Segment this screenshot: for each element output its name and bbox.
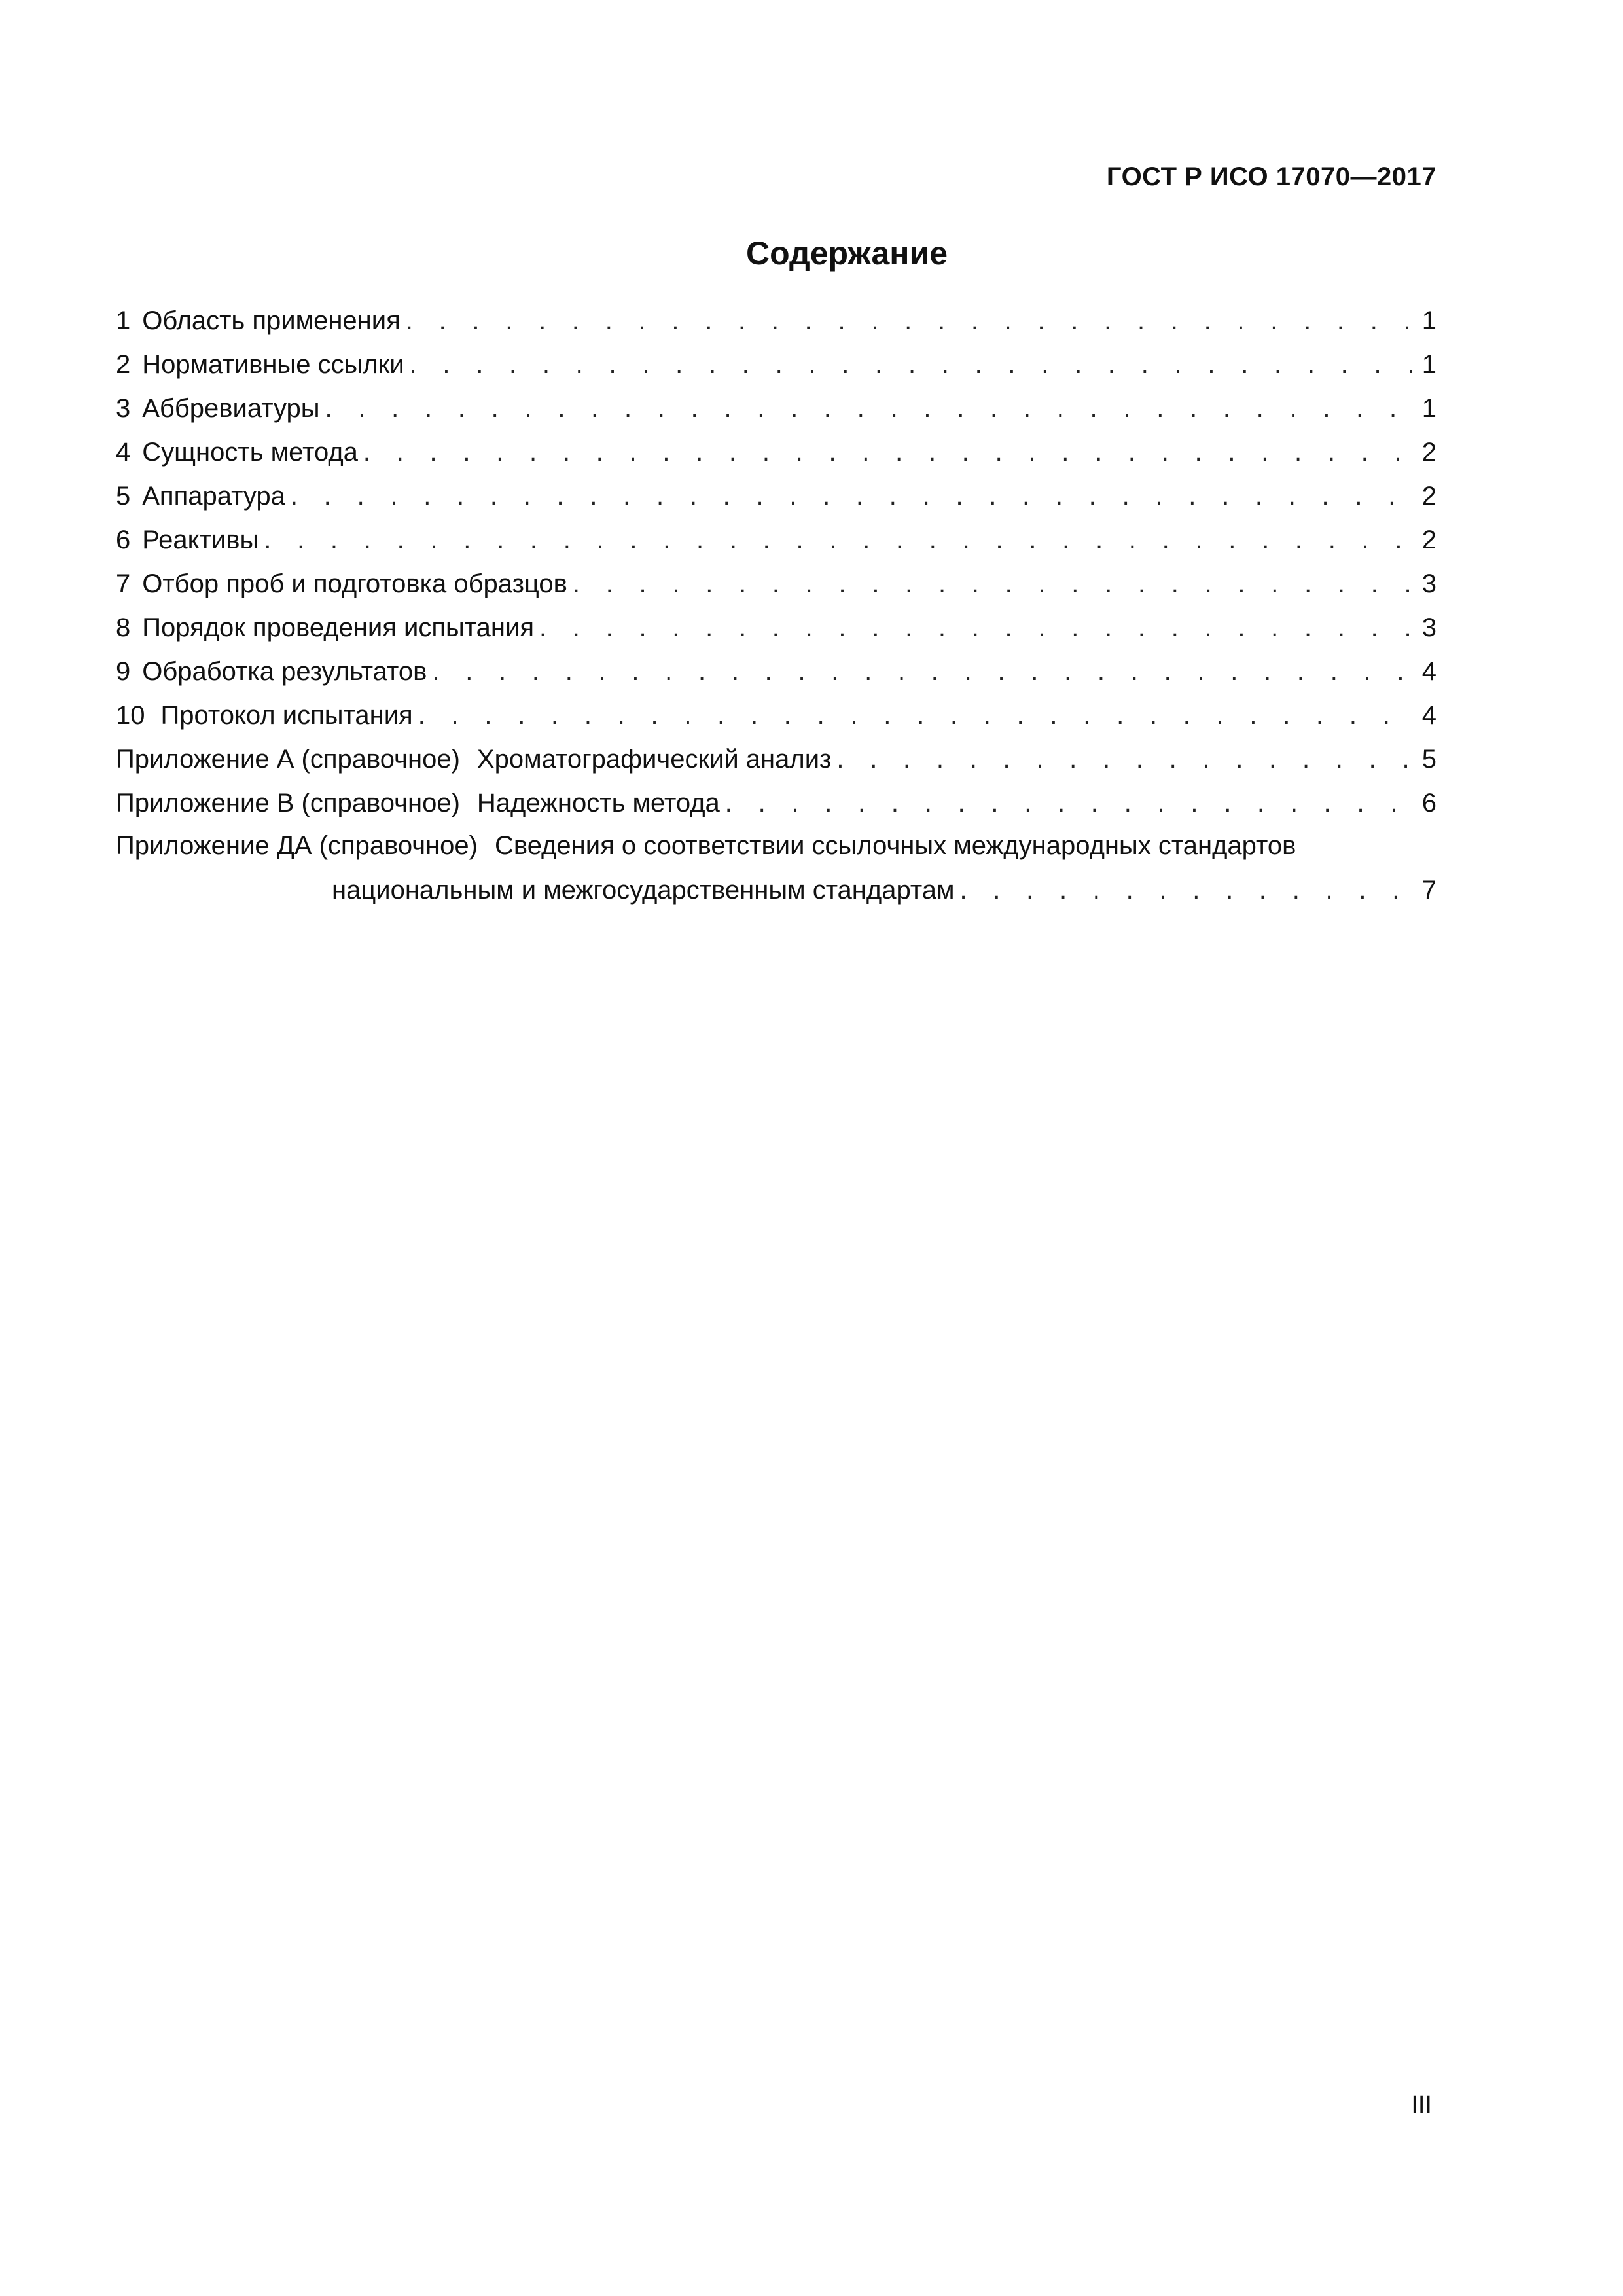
toc-leader-dots (291, 475, 1416, 518)
toc-entry-7[interactable] (116, 562, 1436, 606)
toc-appendix-label: Хроматографический анализ (476, 745, 832, 774)
toc-entry-4[interactable] (116, 431, 1436, 475)
toc-entry-10[interactable] (116, 694, 1436, 738)
page-number: III (1411, 2091, 1432, 2119)
toc-title: Содержание (745, 235, 948, 272)
toc-appendix-da-continuation[interactable] (116, 867, 1436, 914)
toc-leader-dots (410, 343, 1416, 387)
toc-leader-dots (432, 650, 1415, 694)
toc-appendix-da[interactable] (116, 825, 1436, 867)
toc-entry-number: 6 (116, 526, 131, 554)
toc-appendix-b[interactable] (116, 781, 1436, 825)
toc-entry-page: 4 (1421, 657, 1436, 686)
toc-leader-dots (363, 431, 1416, 475)
toc-entry-label: Сущность метода (142, 438, 358, 467)
toc-appendix-label: Сведения о соответствии ссылочных международных стандартов (495, 831, 1296, 860)
toc-entry-number: 5 (116, 482, 131, 511)
toc-appendix-prefix: Приложение В (справочное) (116, 789, 460, 817)
toc-entry-label: Область применения (142, 306, 401, 335)
toc-leader-dots (539, 606, 1416, 650)
toc-entry-1[interactable] (116, 299, 1436, 343)
toc-entry-6[interactable] (116, 518, 1436, 562)
toc-leader-dots (406, 299, 1416, 343)
toc-appendix-a[interactable] (116, 738, 1436, 781)
toc-entry-number: 4 (116, 438, 131, 467)
toc-appendix-prefix: Приложение А (справочное) (116, 745, 460, 774)
toc-entry-number: 9 (116, 657, 131, 686)
toc-entry-number: 8 (116, 613, 131, 642)
toc-appendix-page: 5 (1421, 745, 1436, 774)
toc-leader-dots (418, 694, 1416, 738)
toc-entry-page: 1 (1421, 394, 1436, 423)
toc-entry-label: Обработка результатов (142, 657, 427, 686)
toc-entry-label: Нормативные ссылки (142, 350, 404, 379)
toc-entry-number: 10 (116, 701, 145, 730)
toc-entry-label: Протокол испытания (160, 701, 413, 730)
toc-appendix-page: 7 (1421, 876, 1436, 905)
toc-entry-page: 4 (1421, 701, 1436, 730)
toc-entry-label: Порядок проведения испытания (142, 613, 534, 642)
toc-leader-dots (573, 562, 1416, 606)
toc-entry-page: 1 (1421, 350, 1436, 379)
toc-leader-dots (725, 781, 1416, 825)
toc-entry-page: 3 (1421, 569, 1436, 598)
toc-entry-page: 3 (1421, 613, 1436, 642)
toc-entry-2[interactable] (116, 343, 1436, 387)
toc-entry-number: 2 (116, 350, 131, 379)
toc-entry-label: Аппаратура (142, 482, 285, 511)
toc-entry-page: 2 (1421, 526, 1436, 554)
toc-entry-5[interactable] (116, 475, 1436, 518)
toc-appendix-prefix: Приложение ДА (справочное) (116, 831, 478, 860)
toc-entry-number: 7 (116, 569, 131, 598)
toc-entry-number: 3 (116, 394, 131, 423)
toc-entry-label: Отбор проб и подготовка образцов (142, 569, 567, 598)
toc-leader-dots (836, 738, 1415, 781)
toc-leader-dots (959, 867, 1415, 914)
toc-entry-3[interactable] (116, 387, 1436, 431)
toc-appendix-label-continuation: национальным и межгосударственным стандартам (332, 876, 955, 905)
table-of-contents (116, 299, 1436, 914)
toc-entry-number: 1 (116, 306, 131, 335)
toc-leader-dots (325, 387, 1416, 431)
toc-appendix-label: Надежность метода (476, 789, 720, 817)
document-code: ГОСТ Р ИСО 17070—2017 (1106, 162, 1436, 191)
toc-appendix-page: 6 (1421, 789, 1436, 817)
toc-entry-9[interactable] (116, 650, 1436, 694)
toc-entry-page: 2 (1421, 482, 1436, 511)
toc-entry-page: 1 (1421, 306, 1436, 335)
toc-entry-8[interactable] (116, 606, 1436, 650)
toc-entry-page: 2 (1421, 438, 1436, 467)
toc-entry-label: Реактивы (142, 526, 259, 554)
toc-entry-label: Аббревиатуры (142, 394, 320, 423)
toc-leader-dots (264, 518, 1415, 562)
